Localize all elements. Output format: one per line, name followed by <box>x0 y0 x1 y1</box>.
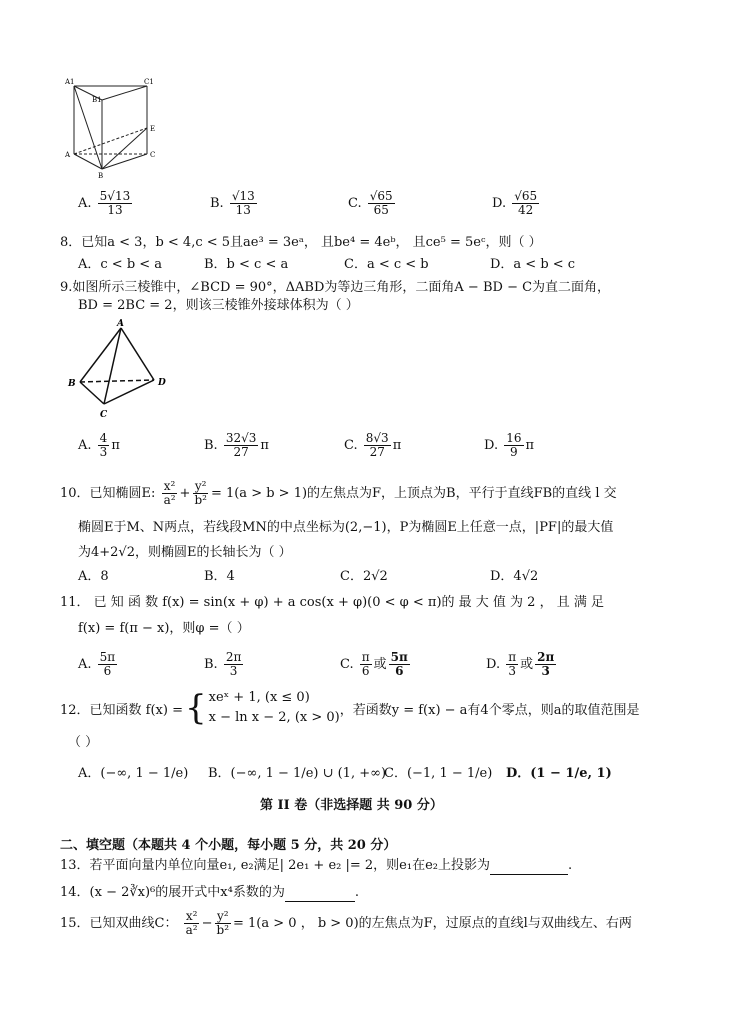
q12-option-a[interactable]: A．(−∞, 1 − 1/e) <box>78 766 189 781</box>
q7-b-num: √13 <box>231 189 255 203</box>
pyramid-figure <box>66 316 176 420</box>
label-C: C <box>150 151 156 159</box>
q11-option-b[interactable]: B. $\frac{2\pi}{3}$ <box>204 650 242 678</box>
brace-icon: { <box>185 688 207 728</box>
part2-title: 第 II 卷（非选择题 共 90 分） <box>260 798 443 813</box>
q7-d-den: 42 <box>518 203 534 217</box>
label-A1: A1 <box>65 78 75 86</box>
q14-answer-blank[interactable] <box>285 889 355 902</box>
q10-option-a[interactable]: A．8 <box>78 569 109 584</box>
q11-stem-line1: 11． 已 知 函 数 f(x) = sin(x + φ) + a cos(x + φ)(0 < φ < π)的 最 大 值 为 2 ， 且 满 足 <box>60 595 604 610</box>
q14-stem: 14．(x − 2∛x)⁶的展开式中x⁴系数的为 . <box>60 885 359 900</box>
q7-option-a[interactable]: A. $\frac{5√13}{13}$ <box>78 189 131 217</box>
q8-option-b[interactable]: B．b < c < a <box>204 257 289 272</box>
label-A: A <box>117 319 124 329</box>
q12-option-b[interactable]: B．(−∞, 1 − 1/e) ∪ (1, +∞) <box>208 766 387 781</box>
q7-c-num: √65 <box>369 189 393 203</box>
q7-b-den: 13 <box>235 203 251 217</box>
label-C: C <box>100 410 108 420</box>
q9-stem-line1: 9.如图所示三棱锥中，∠BCD = 90°，ΔABD为等边三角形，二面角A − BD − C为直二面角， <box>60 280 611 295</box>
q15-stem: 15．已知双曲线C： $\frac{\text{x²}}{\text{a²}}$ − $\frac{\text{y²}}{\text{b²}}$ = 1(a > 0 ， b > 0)的左焦点为F，过原点的直线l与双曲线左、右两 <box>60 909 632 937</box>
q9-option-a[interactable]: A. $\frac{4}{3}$ π <box>78 431 120 459</box>
q7-a-num: 5√13 <box>99 189 131 203</box>
q12-stem-line1: 12．已知函数 f(x) = { xeˣ + 1, (x ≤ 0) x − ln x − 2, (x > 0) ，若函数y = f(x) − a有4个零点，则a的取值范围是 <box>60 688 640 728</box>
q10-option-d[interactable]: D．4√2 <box>490 569 539 584</box>
q12-case2: x − ln x − 2, (x > 0) <box>208 710 340 725</box>
label-E: E <box>150 125 156 133</box>
q10-stem-line1: 10．已知椭圆E: $\frac{\text{x²}}{\text{a²}}$ + $\frac{\text{y²}}{\text{b²}}$ = 1(a > b > 1)的左焦点为F，上顶点为B，平行于直线FB的直线 l 交 <box>60 479 617 507</box>
q7-a-den: 13 <box>107 203 123 217</box>
q10-stem-line2: 椭圆E于M、N两点，若线段MN的中点坐标为(2,−1)，P为椭圆E上任意一点，|PF|的最大值 <box>78 520 614 535</box>
q11-stem-line2: f(x) = f(π − x)，则φ =（ ） <box>78 621 250 636</box>
q7-option-c[interactable]: C. $\frac{√65}{65}$ <box>348 189 393 217</box>
q12-option-d[interactable]: D．(1 − 1/e, 1) <box>506 766 612 781</box>
q12-option-c[interactable]: C．(−1, 1 − 1/e) <box>384 766 493 781</box>
label-B: B <box>98 172 104 180</box>
q8-option-a[interactable]: A．c < b < a <box>78 257 163 272</box>
prism-figure <box>62 74 162 180</box>
q7-c-den: 65 <box>373 203 389 217</box>
q9-stem-line2: BD = 2BC = 2，则该三棱锥外接球体积为（ ） <box>78 298 359 313</box>
q10-stem-line3: 为4+2√2，则椭圆E的长轴长为（ ） <box>78 545 292 560</box>
q11-option-a[interactable]: A. $\frac{5\pi}{6}$ <box>78 650 116 678</box>
q8-option-c[interactable]: C．a < c < b <box>344 257 429 272</box>
q9-option-b[interactable]: B. $\frac{32√3}{27}$ π <box>204 431 269 459</box>
q10-option-c[interactable]: C．2√2 <box>340 569 388 584</box>
label-B1: B1 <box>92 96 102 104</box>
label-D: D <box>158 378 166 388</box>
label-C1: C1 <box>144 78 154 86</box>
q12-case1: xeˣ + 1, (x ≤ 0) <box>208 690 310 705</box>
q7-option-b[interactable]: B. $\frac{√13}{13}$ <box>210 189 255 217</box>
section2-title: 二、填空题（本题共 4 个小题，每小题 5 分，共 20 分） <box>60 838 397 853</box>
label-A: A <box>65 151 71 159</box>
q7-option-d[interactable]: D. $\frac{√65}{42}$ <box>492 189 538 217</box>
label-B: B <box>68 379 76 389</box>
q8-option-d[interactable]: D．a < b < c <box>490 257 576 272</box>
q8-stem: 8．已知a < 3，b < 4,c < 5且ae³ = 3eᵃ， 且be⁴ = 4eᵇ， 且ce⁵ = 5eᶜ，则（ ） <box>60 235 542 250</box>
q7-d-num: √65 <box>514 189 538 203</box>
q12-stem-line2: （ ） <box>68 735 99 750</box>
q11-option-d[interactable]: D. $\frac{\pi}{3}$ 或 $\frac{2\pi}{3}$ <box>486 650 555 678</box>
q11-option-c[interactable]: C. $\frac{\pi}{6}$ 或 $\frac{5\pi}{6}$ <box>340 650 408 678</box>
q10-option-b[interactable]: B．4 <box>204 569 235 584</box>
q13-answer-blank[interactable] <box>490 862 568 875</box>
q9-option-d[interactable]: D. $\frac{16}{9}$ π <box>484 431 535 459</box>
q9-option-c[interactable]: C. $\frac{8√3}{27}$ π <box>344 431 402 459</box>
q13-stem: 13．若平面向量内单位向量e₁, e₂满足| 2e₁ + e₂ |= 2，则e₁在e₂上投影为 . <box>60 858 573 873</box>
